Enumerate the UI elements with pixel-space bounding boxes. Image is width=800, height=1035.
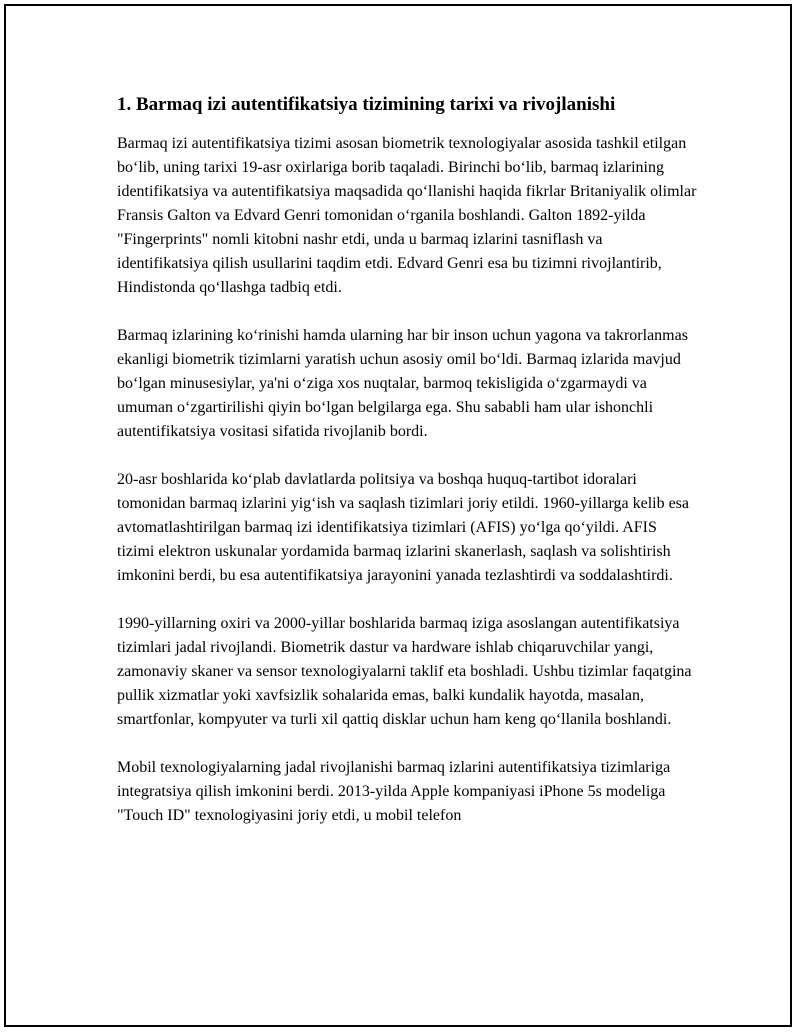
paragraph-mobile: Mobil texnologiyalarning jadal rivojlanishi barmaq izlarini autentifikatsiya tizimlariga integratsiya qilish imkonini berdi. 2013-yilda Apple kompaniyasi iPhone 5s modeliga "Touch ID" texnologiyasini joriy etdi, u mobil telefon	[117, 759, 671, 824]
paragraph-afis: 20-asr boshlarida ko‘plab davlatlarda politsiya va boshqa huquq-tartibot idoralari tomonidan barmaq izlarini yig‘ish va saqlash tizimlari joriy etildi. 1960-yillarga kelib esa avtomatlashtirilgan barmaq izi identifikatsiya tizimlari (AFIS) yo‘lga qo‘yildi. AFIS tizimi elektron uskunalar yordamida barmaq izlarini skanerlash, saqlash va solishtirish imkonini berdi, bu esa autentifikatsiya jarayonini yanada tezlashtirdi va soddalashtirdi.	[117, 471, 690, 584]
paragraph-uniqueness: Barmaq izlarining ko‘rinishi hamda ularning har bir inson uchun yagona va takrorlanmas ekanligi biometrik tizimlarni yaratish uchun asosiy omil bo‘ldi. Barmaq izlarida mavjud bo‘lgan minusesiylar, ya'ni o‘ziga xos nuqtalar, barmoq tekisligida o‘zgarmaydi va umuman o‘zgartirilishi qiyin bo‘lgan belgilarga ega. Shu sababli ham ular ishonchli autentifikatsiya vositasi sifatida rivojlanib bordi.	[117, 327, 688, 440]
section-heading: 1. Barmaq izi autentifikatsiya tizimining tarixi va rivojlanishi	[117, 94, 616, 115]
paragraph-modern-systems: 1990-yillarning oxiri va 2000-yillar boshlarida barmaq iziga asoslangan autentifikatsiya tizimlari jadal rivojlandi. Biometrik dastur va hardware ishlab chiqaruvchilar yangi, zamonaviy skaner va sensor texnologiyalarni taklif eta boshladi. Ushbu tizimlar faqatgina pullik xizmatlar yoki xavfsizlik sohalarida emas, balki kundalik hayotda, masalan, smartfonlar, kompyuter va turli xil qattiq disklar uchun ham keng qo‘llanila boshlandi.	[117, 615, 692, 728]
document-body	[117, 92, 697, 852]
paragraph-history: Barmaq izi autentifikatsiya tizimi asosan biometrik texnologiyalar asosida tashkil etilgan bo‘lib, uning tarixi 19-asr oxirlariga borib taqaladi. Birinchi bo‘lib, barmaq izlarining identifikatsiya va autentifikatsiya maqsadida qo‘llanishi haqida fikrlar Britaniyalik olimlar Fransis Galton va Edvard Genri tomonidan o‘rganila boshlandi. Galton 1892-yilda "Fingerprints" nomli kitobni nashr etdi, unda u barmaq izlarini tasniflash va identifikatsiya qilish usullarini taqdim etdi. Edvard Genri esa bu tizimni rivojlantirib, Hindistonda qo‘llashga tadbiq etdi.	[117, 135, 697, 296]
